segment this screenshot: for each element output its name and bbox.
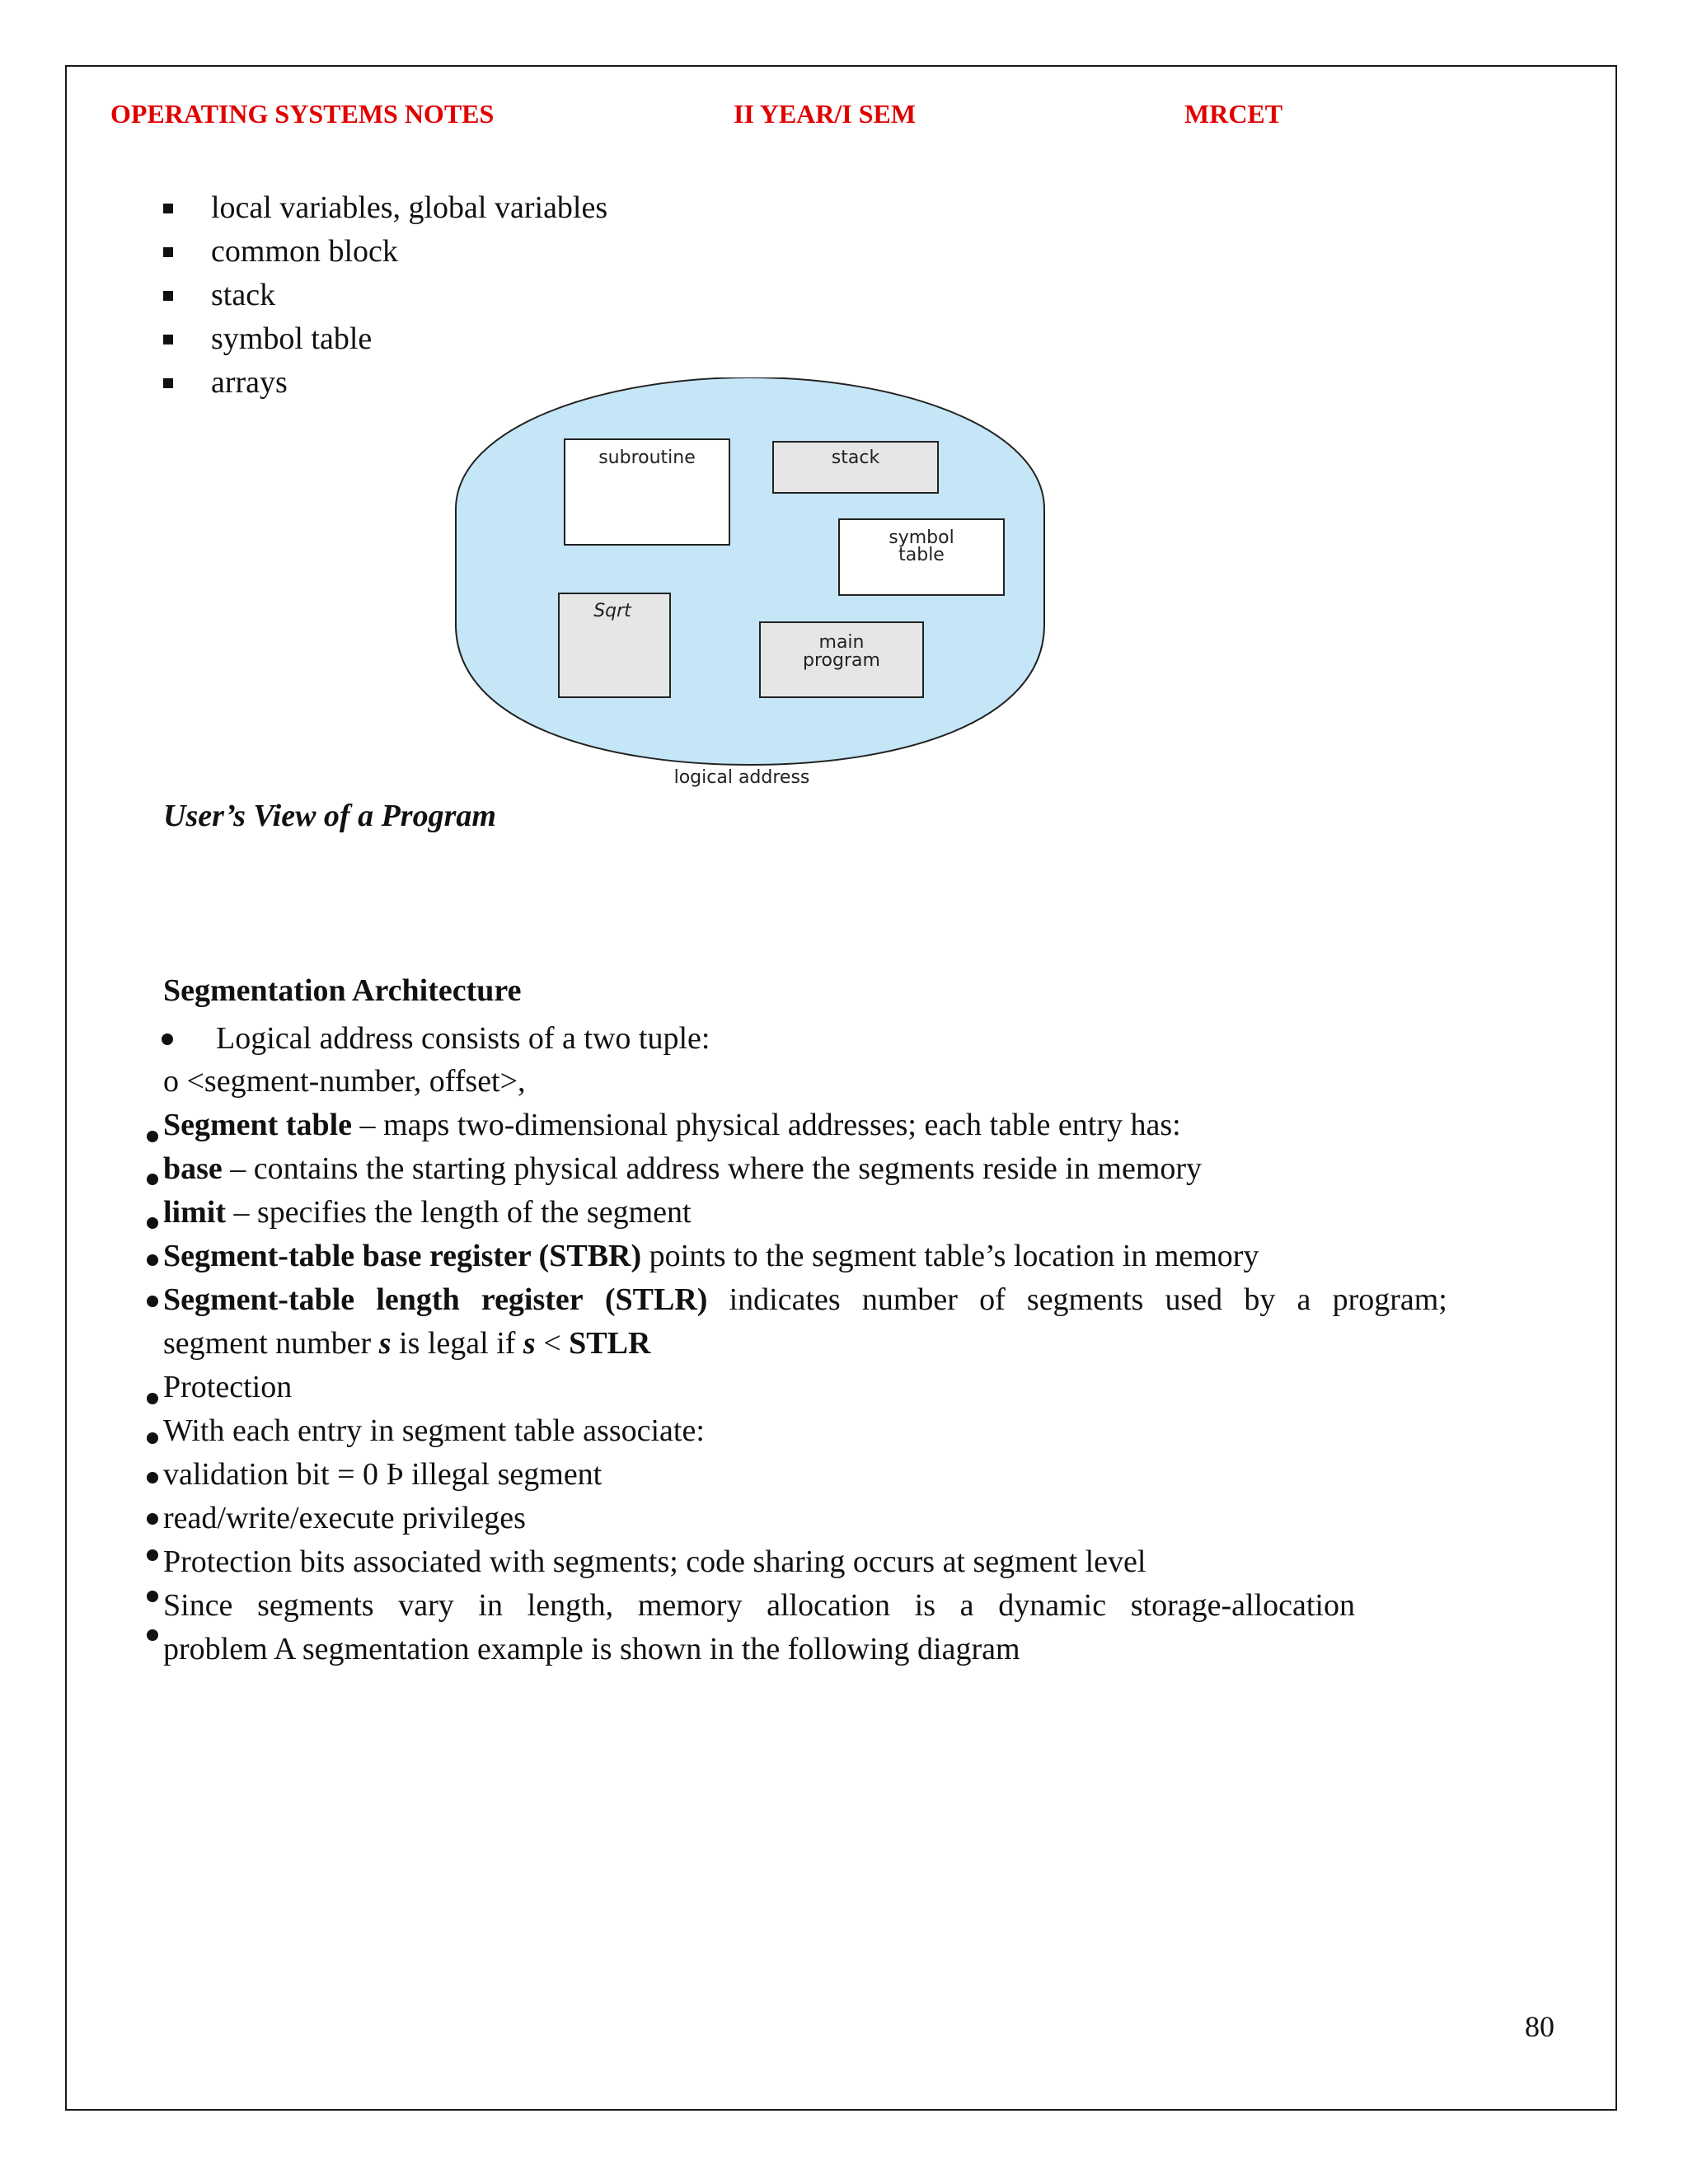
term-limit: limit bbox=[163, 1195, 226, 1230]
bullet-icon bbox=[147, 1549, 158, 1561]
note-line-limit bbox=[163, 1194, 692, 1230]
note-word: dynamic bbox=[998, 1588, 1107, 1623]
note-word: indicates bbox=[729, 1282, 841, 1317]
note-word: memory bbox=[637, 1588, 743, 1623]
note-line-segment-offset: o <segment-number, offset>, bbox=[163, 1064, 526, 1099]
bullet-icon bbox=[147, 1254, 158, 1266]
header-year-semester: II YEAR/I SEM bbox=[734, 99, 917, 129]
header-institution: MRCET bbox=[1184, 99, 1283, 129]
bullet-icon bbox=[147, 1174, 158, 1185]
note-word: program; bbox=[1332, 1282, 1447, 1317]
variable-s: s bbox=[378, 1326, 392, 1361]
bullet-icon bbox=[147, 1513, 158, 1525]
list-item bbox=[163, 186, 607, 230]
bullet-icon bbox=[147, 1472, 158, 1483]
note-text: is legal if bbox=[391, 1326, 523, 1361]
page-number: 80 bbox=[1525, 2010, 1554, 2043]
note-line-protection: Protection bbox=[163, 1370, 293, 1404]
note-word: allocation bbox=[767, 1588, 890, 1623]
note-line-segmentation-example: problem A segmentation example is shown in the following diagram bbox=[163, 1632, 1020, 1666]
note-word: register bbox=[481, 1282, 584, 1317]
note-word: number bbox=[861, 1282, 958, 1317]
note-text: – contains the starting physical address where the segments reside in memory bbox=[222, 1151, 1203, 1186]
bullet-icon bbox=[147, 1217, 158, 1229]
term-segment-table: Segment table bbox=[163, 1108, 353, 1142]
note-line-dynamic-allocation bbox=[163, 1587, 1355, 1624]
bullet-icon bbox=[147, 1131, 158, 1142]
note-word: Segment-table bbox=[163, 1282, 355, 1317]
symbol-table-segment-label-line2: table bbox=[898, 545, 945, 565]
note-line-base bbox=[163, 1151, 1202, 1187]
note-text: segment number bbox=[163, 1326, 379, 1361]
symbol-table-segment-label-line1: symbol bbox=[889, 527, 954, 548]
bullet-icon bbox=[162, 1033, 173, 1045]
logical-address-diagram bbox=[453, 377, 1047, 790]
figure-caption: User’s View of a Program bbox=[163, 799, 496, 833]
note-word: length, bbox=[527, 1588, 614, 1623]
bullet-icon bbox=[147, 1432, 158, 1444]
note-line-tuple: Logical address consists of a two tuple: bbox=[216, 1021, 710, 1056]
main-program-segment-label-line2: program bbox=[803, 650, 880, 671]
note-word: a bbox=[959, 1588, 974, 1623]
header-course-title: OPERATING SYSTEMS NOTES bbox=[110, 99, 495, 129]
note-line-associate: With each entry in segment table associate: bbox=[163, 1413, 705, 1448]
section-title: Segmentation Architecture bbox=[163, 973, 522, 1008]
program-components-list bbox=[163, 186, 607, 405]
note-word: by bbox=[1244, 1282, 1276, 1317]
term-stlr: STLR bbox=[569, 1326, 651, 1361]
note-word: in bbox=[478, 1588, 503, 1623]
bullet-icon bbox=[147, 1591, 158, 1602]
square-bullet-icon bbox=[163, 247, 173, 257]
list-item-text: arrays bbox=[211, 365, 288, 400]
note-line-segment-table bbox=[163, 1107, 1181, 1143]
note-line-stbr bbox=[163, 1238, 1259, 1274]
bullet-icon bbox=[147, 1296, 158, 1307]
square-bullet-icon bbox=[163, 378, 173, 388]
list-item-text: stack bbox=[211, 278, 276, 312]
list-item bbox=[163, 274, 607, 317]
note-text: < bbox=[535, 1326, 570, 1361]
term-stbr: Segment-table base register (STBR) bbox=[163, 1239, 642, 1273]
variable-s: s bbox=[523, 1326, 536, 1361]
note-word: Since bbox=[163, 1588, 233, 1623]
bullet-icon bbox=[147, 1393, 158, 1404]
note-text: – specifies the length of the segment bbox=[225, 1195, 692, 1230]
note-word: length bbox=[376, 1282, 460, 1317]
list-item-text: local variables, global variables bbox=[211, 190, 608, 225]
list-item bbox=[163, 230, 607, 274]
note-word: a bbox=[1296, 1282, 1311, 1317]
list-item-text: common block bbox=[211, 234, 398, 269]
note-word: segments bbox=[257, 1588, 374, 1623]
note-line-privileges: read/write/execute privileges bbox=[163, 1501, 526, 1535]
square-bullet-icon bbox=[163, 335, 173, 344]
logical-address-label: logical address bbox=[673, 767, 810, 788]
sqrt-segment-label: Sqrt bbox=[593, 601, 631, 621]
list-item bbox=[163, 317, 607, 361]
note-word: segments bbox=[1026, 1282, 1144, 1317]
note-word: vary bbox=[398, 1588, 454, 1623]
note-text: – maps two-dimensional physical addresses; each table entry has: bbox=[352, 1108, 1181, 1142]
term-base: base bbox=[163, 1151, 223, 1186]
note-line-protection-bits: Protection bits associated with segments; code sharing occurs at segment level bbox=[163, 1544, 1146, 1579]
bullet-icon bbox=[147, 1629, 158, 1641]
note-word: used bbox=[1165, 1282, 1223, 1317]
note-line-legal-segment bbox=[163, 1325, 650, 1361]
list-item-text: symbol table bbox=[211, 321, 373, 356]
main-program-segment-label-line1: main bbox=[818, 632, 865, 653]
note-word: of bbox=[979, 1282, 1006, 1317]
note-text: points to the segment table’s location in memory bbox=[641, 1239, 1259, 1273]
square-bullet-icon bbox=[163, 291, 173, 301]
stack-segment-label: stack bbox=[831, 448, 880, 468]
subroutine-segment-label: subroutine bbox=[598, 448, 696, 468]
note-line-validation-bit: validation bit = 0 Þ illegal segment bbox=[163, 1457, 603, 1492]
note-word: is bbox=[914, 1588, 935, 1623]
note-word: (STLR) bbox=[604, 1282, 708, 1317]
note-line-stlr bbox=[163, 1282, 1447, 1318]
square-bullet-icon bbox=[163, 204, 173, 213]
note-word: storage-allocation bbox=[1130, 1588, 1355, 1623]
